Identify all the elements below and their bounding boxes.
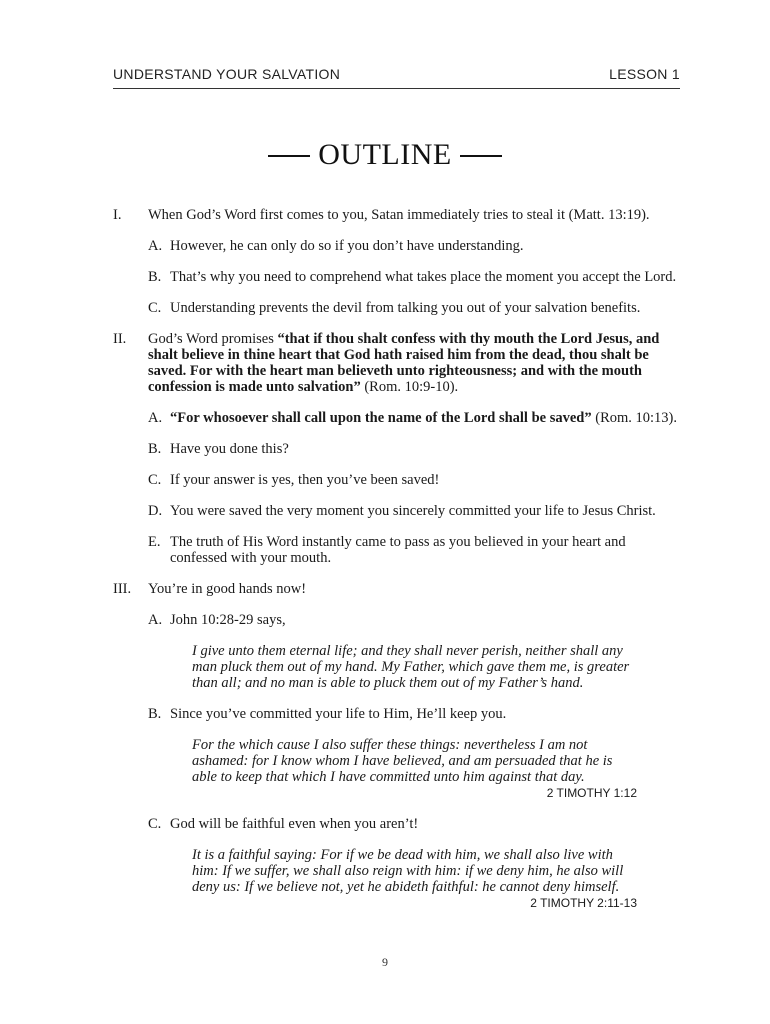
- section-number: III.: [113, 581, 132, 597]
- item-text: [170, 410, 677, 426]
- item-text: God will be faithful even when you aren’t!: [170, 816, 419, 832]
- page-title: [0, 138, 770, 172]
- outline-item: [148, 503, 680, 519]
- outline-section: [113, 331, 680, 566]
- item-text: Since you’ve committed your life to Him, He’ll keep you.: [170, 706, 507, 722]
- item-text: John 10:28-29 says,: [170, 612, 286, 628]
- item-text: Understanding prevents the devil from talking you out of your salvation benefits.: [170, 300, 641, 316]
- title-dash-left: [268, 155, 310, 157]
- outline-item: [148, 410, 680, 426]
- outline-item: [148, 706, 680, 801]
- outline-items: [148, 612, 680, 911]
- item-label: A.: [148, 410, 163, 426]
- outline-item: [148, 472, 680, 488]
- item-label: C.: [148, 816, 162, 832]
- scripture-quote-bold: “that if thou shalt confess with thy mouth the Lord Jesus, and shalt believe in thine heart that God hath raised him from the dead, thou shalt be saved. For with the heart man believeth unto righteousness; and with the mouth confession is made unto salvation”: [148, 331, 660, 395]
- item-text: You were saved the very moment you sincerely committed your life to Jesus Christ.: [170, 503, 656, 519]
- scripture-block-quote: It is a faithful saying: For if we be dead with him, we shall also live with him: If we suffer, we shall also reign with him: if we deny him, he also will deny us: If we believe not, yet he abideth faithful: he cannot deny himself.: [192, 847, 624, 895]
- outline-section: [113, 581, 680, 911]
- item-label: A.: [148, 612, 163, 628]
- page-number: 9: [382, 955, 388, 969]
- item-label: B.: [148, 441, 162, 457]
- section-number: II.: [113, 331, 127, 347]
- item-label: C.: [148, 300, 162, 316]
- outline-items: [148, 238, 680, 316]
- item-label: C.: [148, 472, 162, 488]
- scripture-citation: 2 TIMOTHY 2:11-13: [530, 896, 637, 910]
- item-label: B.: [148, 269, 162, 285]
- scripture-quote-bold: “For whosoever shall call upon the name of the Lord shall be saved”: [170, 410, 592, 426]
- running-header: [113, 66, 680, 89]
- scripture-block-quote: For the which cause I also suffer these things: nevertheless I am not ashamed: for I know whom I have believed, and am persuaded that he is able to keep that which I have committed unto him against that day.: [192, 737, 613, 785]
- item-text: If your answer is yes, then you’ve been saved!: [170, 472, 440, 488]
- outline-item: [148, 269, 680, 285]
- header-title: UNDERSTAND YOUR SALVATION: [113, 66, 341, 82]
- page-title-text: OUTLINE: [318, 138, 452, 171]
- outline-item: [148, 441, 680, 457]
- section-text: You’re in good hands now!: [148, 581, 307, 597]
- title-dash-right: [460, 155, 502, 157]
- outline-item: [148, 612, 680, 691]
- item-text: However, he can only do so if you don’t have understanding.: [170, 238, 524, 254]
- section-number: I.: [113, 207, 122, 223]
- item-text: That’s why you need to comprehend what takes place the moment you accept the Lord.: [170, 269, 677, 285]
- outline-item: [148, 238, 680, 254]
- section-text-lead: God’s Word promises: [148, 331, 278, 347]
- section-text: When God’s Word first comes to you, Satan immediately tries to steal it (Matt. 13:19).: [148, 207, 650, 223]
- outline-item: [148, 816, 680, 911]
- item-label: B.: [148, 706, 162, 722]
- item-label: D.: [148, 503, 163, 519]
- item-label: E.: [148, 534, 161, 550]
- outline-section: [113, 207, 680, 316]
- item-text: The truth of His Word instantly came to pass as you believed in your heart and confessed with your mouth.: [170, 534, 626, 566]
- outline-content: [113, 207, 680, 926]
- outline-items: [148, 410, 680, 566]
- scripture-block-quote: I give unto them eternal life; and they shall never perish, neither shall any man pluck them out of my hand. My Father, which gave them me, is greater than all; and no man is able to pluck them out of my Father’s hand.: [192, 643, 630, 691]
- scripture-reference: (Rom. 10:13).: [591, 410, 677, 426]
- item-label: A.: [148, 238, 163, 254]
- scripture-reference: (Rom. 10:9-10).: [360, 379, 459, 395]
- item-text: Have you done this?: [170, 441, 289, 457]
- outline-item: [148, 534, 680, 566]
- header-lesson: LESSON 1: [609, 66, 680, 82]
- outline-item: [148, 300, 680, 316]
- scripture-citation: 2 TIMOTHY 1:12: [546, 786, 637, 800]
- section-text: [148, 331, 680, 395]
